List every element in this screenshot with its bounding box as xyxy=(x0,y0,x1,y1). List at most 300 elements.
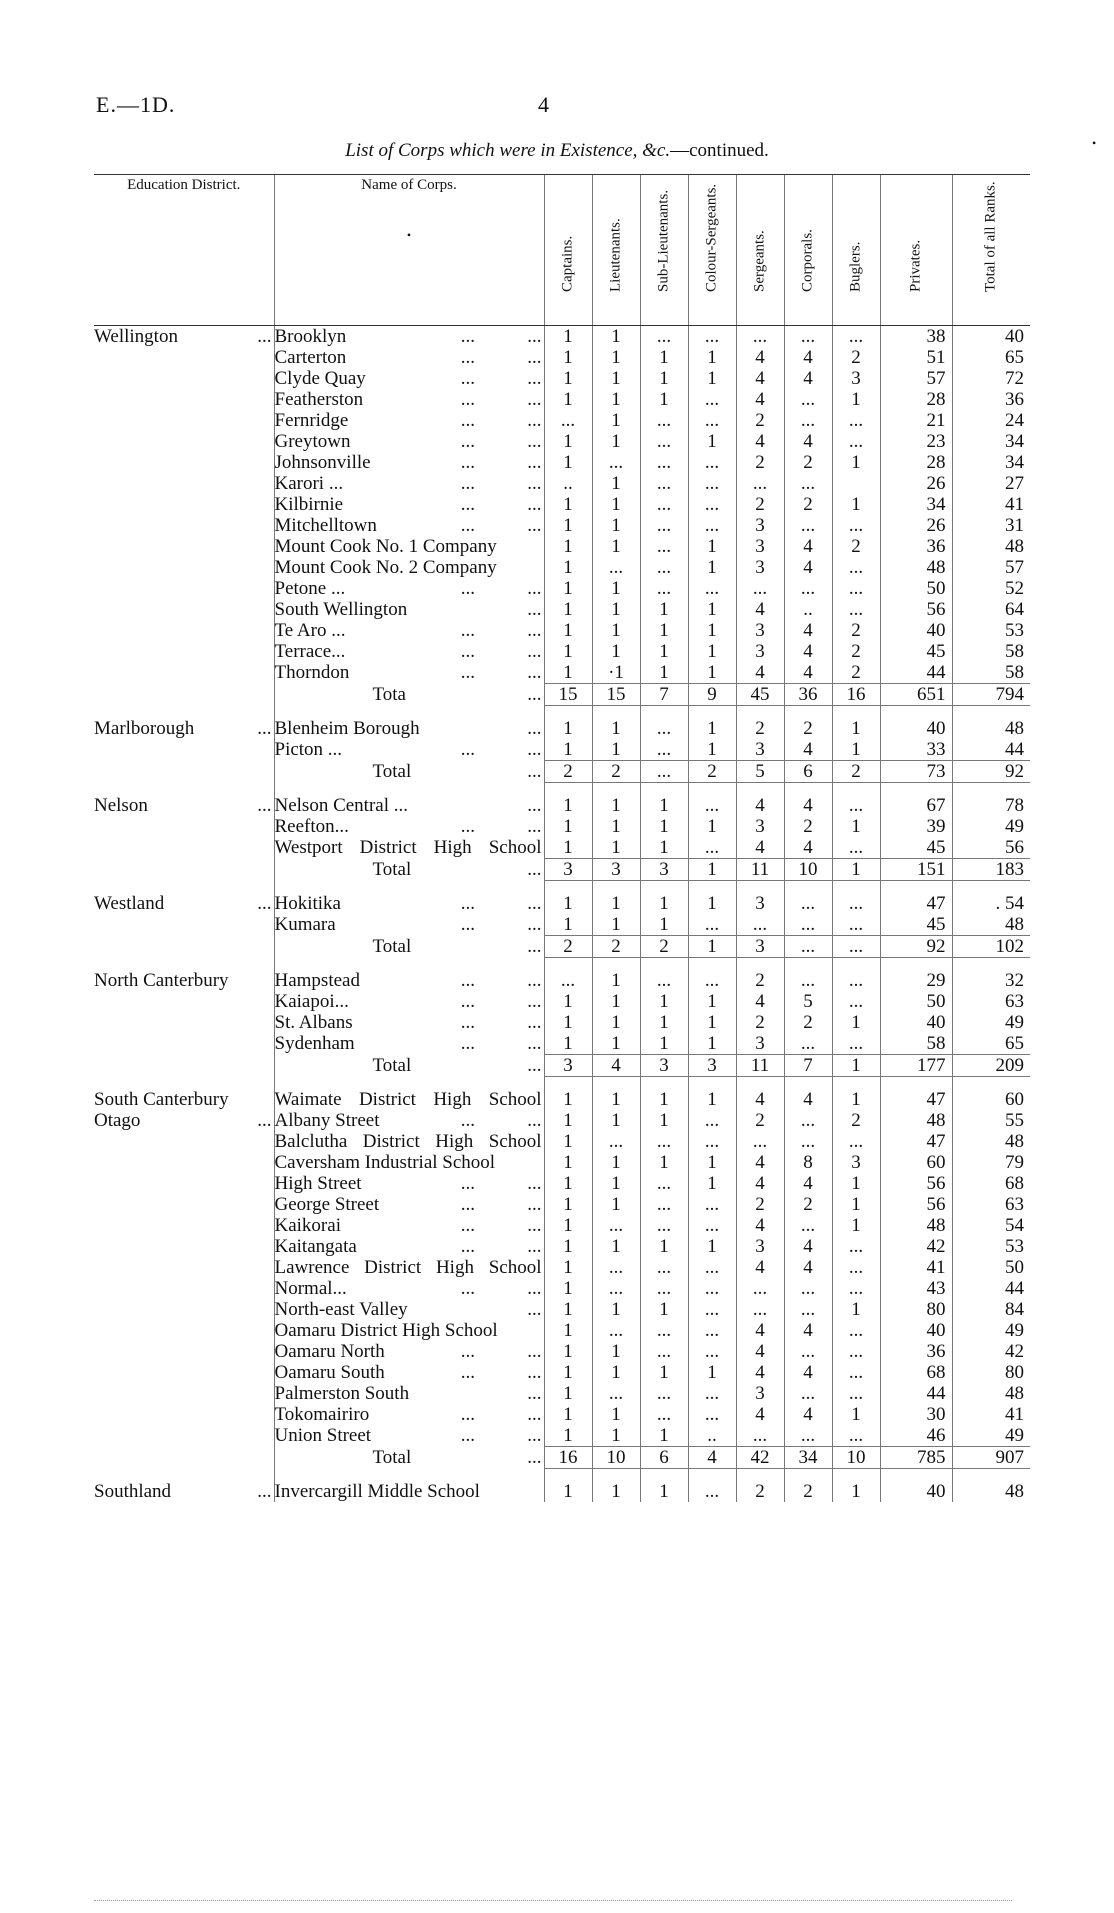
cell-value: 41 xyxy=(880,1257,952,1278)
cell-value: 3 xyxy=(736,1383,784,1404)
cell-value: 1 xyxy=(640,1425,688,1447)
cell-value: ... xyxy=(784,1110,832,1131)
cell-value: 34 xyxy=(880,494,952,515)
cell-total: 209 xyxy=(952,1055,1030,1077)
cell-value: ... xyxy=(640,431,688,452)
cell-value: 30 xyxy=(880,1404,952,1425)
cell-total: 907 xyxy=(952,1447,1030,1469)
cell-total: . 54 xyxy=(952,893,1030,914)
cell-value: 4 xyxy=(736,1173,784,1194)
cell-value: 4 xyxy=(736,599,784,620)
district-cell xyxy=(94,1362,274,1383)
cell-value: ... xyxy=(688,1110,736,1131)
leader-dots: ... ... xyxy=(460,389,542,410)
table-row xyxy=(94,1089,1030,1110)
spacer-cell xyxy=(832,958,880,971)
spacer-cell xyxy=(640,706,688,719)
leader-dots: ... ... xyxy=(460,1425,542,1446)
cell-value: 1 xyxy=(640,1362,688,1383)
cell-value: ... xyxy=(832,1033,880,1055)
total-label-cell xyxy=(274,936,544,958)
cell-value: 1 xyxy=(592,1152,640,1173)
cell-value: ... xyxy=(832,1257,880,1278)
leader-dots: ... xyxy=(527,858,542,880)
total-row xyxy=(94,684,1030,706)
spacer-cell xyxy=(94,783,274,796)
cell-total: 48 xyxy=(952,1481,1030,1502)
corps-name: Lawrence District High School xyxy=(274,1257,542,1278)
corps-name-cell xyxy=(274,1341,544,1362)
cell-value: ... xyxy=(640,557,688,578)
spacer-cell xyxy=(640,1077,688,1090)
leader-dots: ... xyxy=(257,1110,272,1131)
cell-value: 177 xyxy=(880,1055,952,1077)
cell-value: 4 xyxy=(736,1257,784,1278)
table-row xyxy=(94,970,1030,991)
corps-name-cell xyxy=(274,1299,544,1320)
cell-value: 1 xyxy=(688,936,736,958)
district-cell xyxy=(94,1173,274,1194)
header-corporals: Corporals. xyxy=(784,175,832,326)
corps-name: Hampstead xyxy=(274,970,360,991)
cell-value: .. xyxy=(544,473,592,494)
cell-value: ... xyxy=(784,970,832,991)
cell-value: 2 xyxy=(736,718,784,739)
cell-value: 1 xyxy=(640,662,688,684)
leader-dots: ... xyxy=(527,1299,542,1320)
cell-value: 36 xyxy=(880,536,952,557)
cell-value: 1 xyxy=(544,452,592,473)
cell-value: 2 xyxy=(736,494,784,515)
district-cell xyxy=(94,1383,274,1404)
cell-value: ... xyxy=(592,452,640,473)
cell-value: ... xyxy=(832,795,880,816)
cell-value: 4 xyxy=(784,1404,832,1425)
cell-value: 1 xyxy=(544,368,592,389)
cell-value: ... xyxy=(832,1278,880,1299)
district-cell xyxy=(94,326,274,348)
cell-value: 1 xyxy=(832,859,880,881)
corps-name: Clyde Quay xyxy=(274,368,366,389)
cell-value: 36 xyxy=(880,1341,952,1362)
district-cell xyxy=(94,893,274,914)
cell-value: ... xyxy=(688,837,736,859)
cell-total: 79 xyxy=(952,1152,1030,1173)
cell-value: 1 xyxy=(544,718,592,739)
cell-value: ... xyxy=(688,1215,736,1236)
cell-value: 1 xyxy=(832,718,880,739)
corps-name: Palmerston South xyxy=(274,1383,410,1404)
cell-value: ... xyxy=(592,1257,640,1278)
cell-value: 4 xyxy=(736,368,784,389)
cell-value: 73 xyxy=(880,761,952,783)
cell-value: 9 xyxy=(688,684,736,706)
corps-name-cell xyxy=(274,1033,544,1055)
cell-value: 1 xyxy=(640,1033,688,1055)
cell-value: ... xyxy=(640,326,688,348)
total-row xyxy=(94,1055,1030,1077)
cell-value: 56 xyxy=(880,1173,952,1194)
table-row xyxy=(94,795,1030,816)
cell-total: 44 xyxy=(952,1278,1030,1299)
table-row xyxy=(94,536,1030,557)
cell-value: 1 xyxy=(544,1236,592,1257)
corps-name: High Street xyxy=(274,1173,362,1194)
cell-value: 29 xyxy=(880,970,952,991)
cell-value: 4 xyxy=(784,536,832,557)
cell-value: .. xyxy=(784,599,832,620)
corps-name: Picton ... xyxy=(274,739,343,760)
cell-value: 2 xyxy=(784,494,832,515)
cell-value: 1 xyxy=(544,1110,592,1131)
cell-value: 1 xyxy=(544,578,592,599)
cell-value: 1 xyxy=(592,1362,640,1383)
corps-name-cell xyxy=(274,515,544,536)
district-cell xyxy=(94,452,274,473)
cell-value: 1 xyxy=(592,739,640,761)
cell-value: 1 xyxy=(640,893,688,914)
cell-value: 1 xyxy=(592,326,640,348)
cell-value: 11 xyxy=(736,1055,784,1077)
cell-value: ... xyxy=(832,1383,880,1404)
corps-name: Terrace... xyxy=(274,641,346,662)
spacer-cell xyxy=(784,1469,832,1482)
total-label-cell xyxy=(274,761,544,783)
cell-value: 1 xyxy=(592,641,640,662)
table-row xyxy=(94,739,1030,761)
cell-total: 49 xyxy=(952,816,1030,837)
cell-value: 4 xyxy=(736,1152,784,1173)
spacer-row xyxy=(94,706,1030,719)
spacer-cell xyxy=(640,1469,688,1482)
cell-value: ... xyxy=(736,1131,784,1152)
table-row xyxy=(94,1110,1030,1131)
cell-total: 49 xyxy=(952,1320,1030,1341)
cell-value: 1 xyxy=(688,1236,736,1257)
cell-value: 1 xyxy=(640,347,688,368)
cell-value: 40 xyxy=(880,1320,952,1341)
cell-value: 1 xyxy=(544,1299,592,1320)
cell-value: 60 xyxy=(880,1152,952,1173)
cell-value: 4 xyxy=(784,557,832,578)
cell-value: 1 xyxy=(544,1341,592,1362)
cell-value: 2 xyxy=(784,1481,832,1502)
district-cell xyxy=(94,837,274,859)
table-row xyxy=(94,837,1030,859)
cell-value: 2 xyxy=(736,970,784,991)
spacer-cell xyxy=(688,783,736,796)
total-label: Total xyxy=(372,858,412,880)
district-cell xyxy=(94,991,274,1012)
cell-value: 1 xyxy=(688,431,736,452)
cell-total: 36 xyxy=(952,389,1030,410)
cell-total: 53 xyxy=(952,1236,1030,1257)
spacer-cell xyxy=(736,783,784,796)
table-row xyxy=(94,557,1030,578)
corps-name: South Wellington xyxy=(274,599,408,620)
corps-name-cell xyxy=(274,1481,544,1502)
corps-name: Blenheim Borough xyxy=(274,718,420,739)
cell-value: ... xyxy=(688,1299,736,1320)
cell-value: 1 xyxy=(544,1481,592,1502)
leader-dots: ... xyxy=(527,683,542,705)
corps-name-cell xyxy=(274,914,544,936)
cell-value: ... xyxy=(784,515,832,536)
cell-value: 4 xyxy=(784,662,832,684)
corps-name-cell xyxy=(274,1110,544,1131)
cell-value: ... xyxy=(688,914,736,936)
cell-value: ... xyxy=(832,515,880,536)
cell-value: 1 xyxy=(592,410,640,431)
cell-total: 48 xyxy=(952,1383,1030,1404)
cell-value: ... xyxy=(784,1383,832,1404)
cell-value: ... xyxy=(688,1194,736,1215)
corps-name: Westport District High School xyxy=(274,837,542,858)
leader-dots: ... ... xyxy=(460,739,542,760)
cell-value: 47 xyxy=(880,893,952,914)
leader-dots: ... ... xyxy=(460,515,542,536)
cell-value: ... xyxy=(832,1236,880,1257)
cell-value: ... xyxy=(688,1131,736,1152)
cell-value: 1 xyxy=(688,599,736,620)
cell-value: 28 xyxy=(880,452,952,473)
corps-name: Oamaru North xyxy=(274,1341,385,1362)
cell-value: ... xyxy=(784,410,832,431)
cell-value: 1 xyxy=(544,641,592,662)
table-row xyxy=(94,662,1030,684)
cell-value: 2 xyxy=(736,410,784,431)
cell-value: ... xyxy=(736,578,784,599)
cell-value: 40 xyxy=(880,1481,952,1502)
spacer-cell xyxy=(592,706,640,719)
leader-dots: ... ... xyxy=(460,1110,542,1131)
cell-value: ... xyxy=(784,578,832,599)
district-cell xyxy=(94,494,274,515)
spacer-cell xyxy=(274,1077,544,1090)
spacer-cell xyxy=(544,1077,592,1090)
cell-value: 16 xyxy=(832,684,880,706)
cell-total: 84 xyxy=(952,1299,1030,1320)
leader-dots: ... xyxy=(527,718,542,739)
cell-value: 4 xyxy=(736,1215,784,1236)
corps-name-cell xyxy=(274,795,544,816)
cell-value: ... xyxy=(784,1215,832,1236)
leader-dots: ... xyxy=(527,795,542,816)
cell-value: 43 xyxy=(880,1278,952,1299)
cell-value: 42 xyxy=(736,1447,784,1469)
cell-value: 1 xyxy=(544,739,592,761)
corps-name-cell xyxy=(274,536,544,557)
cell-value: 3 xyxy=(736,557,784,578)
header-privates: Privates. xyxy=(880,175,952,326)
leader-dots: ... ... xyxy=(460,1362,542,1383)
corps-name: Sydenham xyxy=(274,1033,355,1054)
corps-name-cell xyxy=(274,970,544,991)
header-sergeants: Sergeants. xyxy=(736,175,784,326)
leader-dots: ... xyxy=(527,760,542,782)
cell-value: 2 xyxy=(688,761,736,783)
cell-value: 1 xyxy=(544,1383,592,1404)
spacer-row xyxy=(94,881,1030,894)
corps-name-cell xyxy=(274,431,544,452)
total-label: Total xyxy=(372,760,412,782)
cell-value: 1 xyxy=(640,816,688,837)
corps-name: Kumara xyxy=(274,914,336,935)
district-cell xyxy=(94,761,274,783)
cell-value: 1 xyxy=(688,1089,736,1110)
cell-value: ... xyxy=(784,1131,832,1152)
corps-name-cell xyxy=(274,641,544,662)
cell-value: ... xyxy=(688,795,736,816)
corps-name-cell xyxy=(274,494,544,515)
cell-value: 3 xyxy=(688,1055,736,1077)
district-name: Westland xyxy=(94,893,165,914)
cell-value: 4 xyxy=(592,1055,640,1077)
table-row xyxy=(94,1362,1030,1383)
cell-total: 32 xyxy=(952,970,1030,991)
cell-value: ... xyxy=(544,970,592,991)
cell-value: 1 xyxy=(592,718,640,739)
header-captains: Captains. xyxy=(544,175,592,326)
cell-value: 2 xyxy=(592,936,640,958)
total-label-cell xyxy=(274,859,544,881)
cell-total: 63 xyxy=(952,1194,1030,1215)
spacer-cell xyxy=(94,881,274,894)
cell-value: 1 xyxy=(592,893,640,914)
cell-value: ... xyxy=(832,1341,880,1362)
district-cell xyxy=(94,536,274,557)
cell-value: ... xyxy=(832,837,880,859)
cell-value: 4 xyxy=(784,795,832,816)
cell-value: 3 xyxy=(640,859,688,881)
cell-total: 34 xyxy=(952,431,1030,452)
cell-value: 1 xyxy=(592,515,640,536)
corps-name: Karori ... xyxy=(274,473,344,494)
spacer-cell xyxy=(832,1077,880,1090)
cell-value: 1 xyxy=(688,1033,736,1055)
district-cell xyxy=(94,620,274,641)
corps-name-cell xyxy=(274,662,544,684)
cell-value: 1 xyxy=(544,347,592,368)
cell-value: 1 xyxy=(544,326,592,348)
corps-name-cell xyxy=(274,620,544,641)
district-cell xyxy=(94,557,274,578)
cell-value: 1 xyxy=(832,1089,880,1110)
cell-total: 63 xyxy=(952,991,1030,1012)
spacer-cell xyxy=(688,706,736,719)
cell-total: 44 xyxy=(952,739,1030,761)
spacer-cell xyxy=(640,881,688,894)
cell-value: ... xyxy=(688,452,736,473)
cell-value: 4 xyxy=(784,739,832,761)
spacer-cell xyxy=(880,706,952,719)
district-cell xyxy=(94,970,274,991)
spacer-cell xyxy=(688,881,736,894)
corps-name: Caversham Industrial School xyxy=(274,1152,496,1173)
cell-value: 2 xyxy=(736,1110,784,1131)
cell-total: 60 xyxy=(952,1089,1030,1110)
cell-value: 5 xyxy=(736,761,784,783)
cell-total: 54 xyxy=(952,1215,1030,1236)
corps-name: Mount Cook No. 1 Company xyxy=(274,536,497,557)
cell-value: 2 xyxy=(736,1012,784,1033)
cell-value: 3 xyxy=(736,816,784,837)
cell-value: ... xyxy=(832,557,880,578)
corps-name-cell xyxy=(274,816,544,837)
cell-value: 1 xyxy=(640,1299,688,1320)
cell-value: 1 xyxy=(544,1215,592,1236)
cell-value: 1 xyxy=(544,816,592,837)
spacer-cell xyxy=(832,881,880,894)
cell-value: ... xyxy=(784,1341,832,1362)
district-cell xyxy=(94,1299,274,1320)
cell-value: ... xyxy=(640,494,688,515)
cell-value: ... xyxy=(640,718,688,739)
cell-value: 1 xyxy=(544,1152,592,1173)
district-cell xyxy=(94,389,274,410)
cell-total: 34 xyxy=(952,452,1030,473)
cell-value: 11 xyxy=(736,859,784,881)
district-cell xyxy=(94,410,274,431)
district-name: Southland xyxy=(94,1481,172,1502)
cell-value: 36 xyxy=(784,684,832,706)
cell-value: 4 xyxy=(736,389,784,410)
corps-name-cell xyxy=(274,1194,544,1215)
district-cell xyxy=(94,1257,274,1278)
district-cell xyxy=(94,1447,274,1469)
cell-value: ... xyxy=(640,1341,688,1362)
cell-value: 1 xyxy=(592,1089,640,1110)
cell-value: 1 xyxy=(832,739,880,761)
total-row xyxy=(94,1447,1030,1469)
leader-dots: ... ... xyxy=(460,1033,542,1054)
leader-dots: ... ... xyxy=(460,326,542,347)
cell-value: 4 xyxy=(736,347,784,368)
corps-name: Nelson Central ... xyxy=(274,795,409,816)
cell-value: 1 xyxy=(592,1110,640,1131)
corps-name-cell xyxy=(274,837,544,859)
cell-value: ... xyxy=(688,970,736,991)
district-cell xyxy=(94,739,274,761)
cell-value: ... xyxy=(832,991,880,1012)
corps-name: Johnsonville xyxy=(274,452,371,473)
table-row xyxy=(94,1257,1030,1278)
corps-name-cell xyxy=(274,1425,544,1447)
corps-name: Normal... xyxy=(274,1278,347,1299)
spacer-cell xyxy=(274,1469,544,1482)
spacer-cell xyxy=(688,1469,736,1482)
total-label: Total xyxy=(372,1446,412,1468)
district-cell xyxy=(94,599,274,620)
cell-value: ... xyxy=(832,578,880,599)
cell-value: ... xyxy=(832,410,880,431)
leader-dots: ... ... xyxy=(460,1194,542,1215)
cell-total: 24 xyxy=(952,410,1030,431)
cell-total: 49 xyxy=(952,1425,1030,1447)
district-name: North Canterbury xyxy=(94,970,229,991)
spacer-cell xyxy=(640,958,688,971)
cell-value: 1 xyxy=(592,795,640,816)
cell-value: 1 xyxy=(544,620,592,641)
cell-value: 1 xyxy=(592,914,640,936)
cell-value: 2 xyxy=(832,1110,880,1131)
cell-value: 50 xyxy=(880,991,952,1012)
cell-value: 4 xyxy=(688,1447,736,1469)
cell-value: 1 xyxy=(544,1131,592,1152)
cell-value: ... xyxy=(784,893,832,914)
cell-value: 46 xyxy=(880,1425,952,1447)
corps-name-cell xyxy=(274,599,544,620)
